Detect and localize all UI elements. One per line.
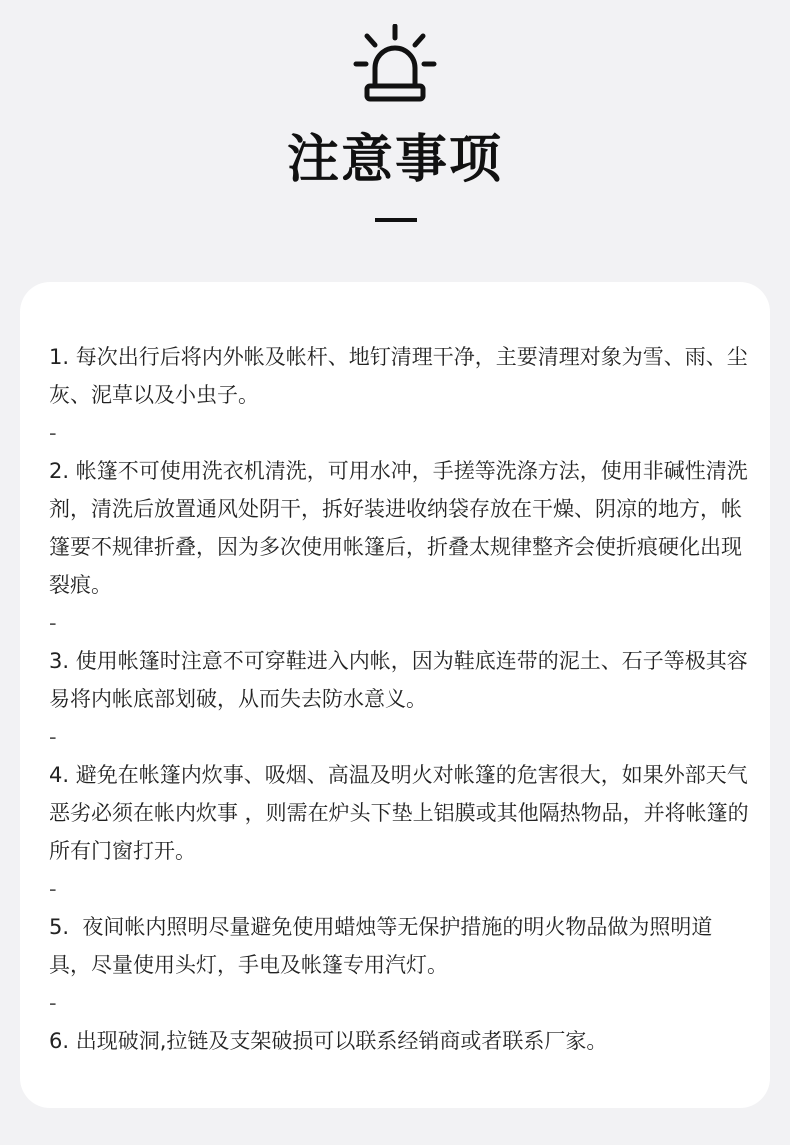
notes-list <box>49 338 749 1060</box>
header <box>0 0 790 270</box>
note-item: 5. 夜间帐内照明尽量避免使用蜡烛等无保护措施的明火物品做为照明道具，尽量使用头灯，手电及帐篷专用汽灯。 <box>49 915 713 977</box>
notes-card <box>20 282 770 1108</box>
note-item: 4. 避免在帐篷内炊事、吸烟、高温及明火对帐篷的危害很大，如果外部天气恶劣必须在帐内炊事 ，则需在炉头下垫上铝膜或其他隔热物品，并将帐篷的所有门窗打开。 <box>49 763 749 863</box>
separator: - <box>49 991 57 1015</box>
page-title: 注意事项 <box>286 130 503 190</box>
title-underline <box>375 218 417 222</box>
note-item: 2. 帐篷不可使用洗衣机清洗，可用水冲，手搓等洗涤方法，使用非碱性清洗剂，清洗后放置通风处阴干，拆好装进收纳袋存放在干燥、阴凉的地方，帐篷要不规律折叠，因为多次使用帐篷后，折叠太规律整齐会使折痕硬化出现裂痕。 <box>49 459 748 597</box>
separator: - <box>49 877 57 901</box>
separator: - <box>49 421 57 445</box>
note-item: 1. 每次出行后将内外帐及帐杆、地钉清理干净，主要清理对象为雪、雨、尘灰、泥草以及小虫子。 <box>49 345 748 407</box>
separator: - <box>49 725 57 749</box>
separator: - <box>49 611 57 635</box>
note-item: 6. 出现破洞,拉链及支架破损可以联系经销商或者联系厂家。 <box>49 1029 608 1053</box>
note-item: 3. 使用帐篷时注意不可穿鞋进入内帐，因为鞋底连带的泥土、石子等极其容易将内帐底部划破，从而失去防水意义。 <box>49 649 748 711</box>
alarm-light-icon <box>353 24 437 104</box>
